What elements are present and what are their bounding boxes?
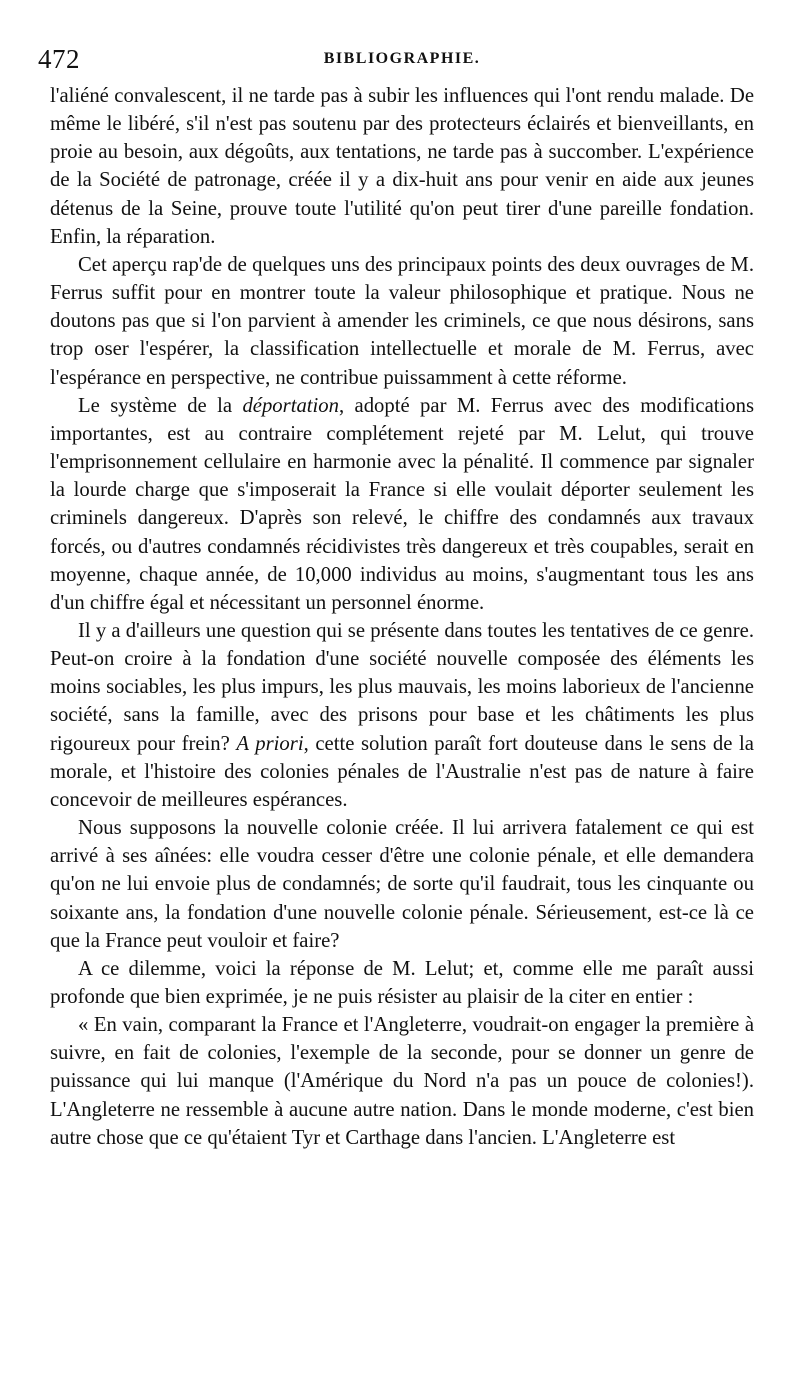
- page-number: 472: [38, 44, 80, 74]
- paragraph-text: Cet aperçu rap'de de quelques uns des principaux points des deux ouvrages de M. Ferrus suffit pour en montrer toute la valeur philosophique et pratique. Nous ne doutons pas que si l'on parvient à amender les criminels, ce que nous désirons, sans trop oser l'espérer, la classification intellectuelle et morale de M. Ferrus, avec l'espérance en perspective, ne contribue puissamment à cette réforme.: [50, 253, 754, 389]
- paragraph-text: , adopté par M. Ferrus avec des modifications importantes, est au contraire complétement rejeté par M. Lelut, qui trouve l'emprisonnement cellulaire en harmonie avec la pénalité. Il commence par signaler la lourde charge que s'imposerait la France si elle voulait déporter seulement les criminels dangereux. D'après son relevé, le chiffre des condamnés aux travaux forcés, ou d'autres condamnés récidivistes très dangereux et très coupables, serait en moyenne, chaque année, de 10,000 individus au moins, s'augmentant tous les ans d'un chiffre égal et nécessitant un personnel énorme.: [50, 394, 754, 614]
- paragraph-text: Le système de la: [78, 394, 243, 417]
- paragraph: [50, 955, 754, 1011]
- paragraph-text: Nous supposons la nouvelle colonie créée. Il lui arrivera fatalement ce qui est arrivé à ses aînées: elle voudra cesser d'être une colonie pénale, et elle demandera qu'on ne lui envoie plus de condamnés; de sorte qu'il faudrait, tous les cinquante ou soixante ans, la fondation d'une nouvelle colonie pénale. Sérieusement, est-ce là ce que la France peut vouloir et faire?: [50, 817, 754, 952]
- paragraph-text: A ce dilemme, voici la réponse de M. Lelut; et, comme elle me paraît aussi profonde que bien exprimée, je ne puis résister au plaisir de la citer en entier :: [50, 957, 754, 1008]
- paragraph-text: l'aliéné convalescent, il ne tarde pas à subir les influences qui l'ont rendu malade. De même le libéré, s'il n'est pas soutenu par des protecteurs éclairés et bienveillants, en proie au besoin, aux dégoûts, aux tentations, ne tarde pas à succomber. L'expérience de la Société de patronage, créée il y a dix-huit ans pour venir en aide aux jeunes détenus de la Seine, prouve toute l'utilité qu'on peut tirer d'une pareille fondation. Enfin, la réparation.: [50, 85, 754, 248]
- paragraph-text: « En vain, comparant la France et l'Angleterre, voudrait-on engager la première à suivre, en fait de colonies, l'exemple de la seconde, pour se donner un genre de puissance qui lui manque (l'Amérique du Nord n'a pas un pouce de colonies!). L'Angleterre ne ressemble à aucune autre nation. Dans le monde moderne, c'est bien autre chose que ce qu'étaient Tyr et Carthage dans l'ancien. L'Angleterre est: [50, 1014, 754, 1149]
- italic-text: A priori: [236, 732, 304, 755]
- running-head: [38, 36, 754, 82]
- italic-text: déportation: [242, 394, 339, 417]
- paragraph: [50, 392, 754, 617]
- paragraph: [50, 251, 754, 392]
- paragraph: [50, 1011, 754, 1152]
- paragraph: [50, 617, 754, 814]
- paragraph: [50, 82, 754, 251]
- paragraph: [50, 814, 754, 955]
- page-body-text: [50, 82, 754, 1152]
- paragraph-text: Il y a d'ailleurs une question qui se présente dans toutes les tentatives de ce genre. Peut-on croire à la fondation d'une société nouvelle composée des éléments les moins sociables, les plus impurs, les plus mauvais, les moins laborieux de l'ancienne société, sans la famille, avec des prisons pour base et les châtiments les plus rigoureux pour frein?: [50, 619, 754, 755]
- running-title: BIBLIOGRAPHIE.: [323, 50, 481, 67]
- paragraph-text: , cette solution paraît fort douteuse dans le sens de la morale, et l'histoire des colonies pénales de l'Australie n'est pas de nature à faire concevoir de meilleures espérances.: [50, 732, 754, 811]
